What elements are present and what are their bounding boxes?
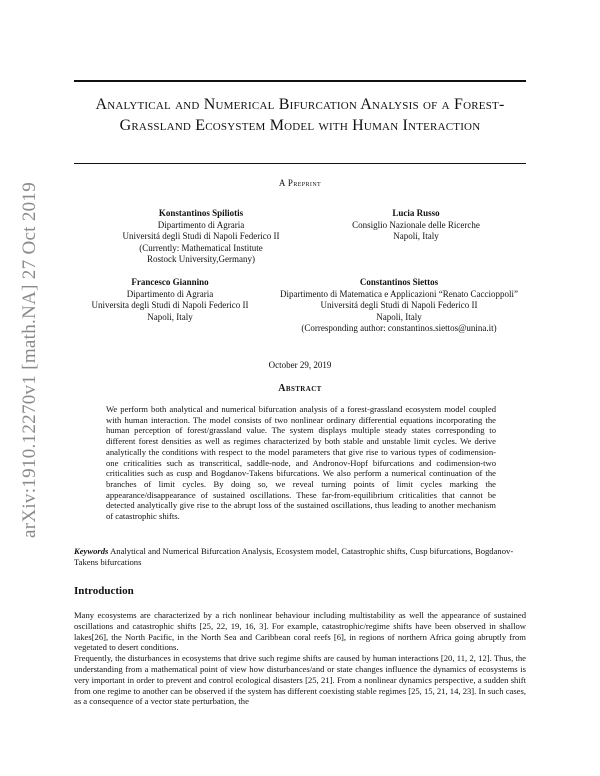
author-affiliation: Universitá degli Studi di Napoli Federico II bbox=[320, 300, 478, 310]
author-block bbox=[316, 208, 516, 243]
keywords-label: Keywords bbox=[74, 546, 109, 556]
author-block bbox=[60, 277, 280, 323]
paper-title: Analytical and Numerical Bifurcation Analysis of a Forest-Grassland Ecosystem Model with Human Interaction bbox=[95, 96, 505, 134]
abstract-heading: Abstract bbox=[278, 383, 322, 394]
title-rule-top bbox=[74, 80, 526, 82]
author-affiliation: Dipartimento di Agraria bbox=[126, 288, 214, 299]
author-affiliation: Dipartimento di Agraria bbox=[157, 219, 245, 230]
section-heading: Introduction bbox=[74, 585, 134, 597]
introduction-body bbox=[74, 610, 526, 707]
author-affiliation: Napoli, Italy bbox=[376, 311, 422, 322]
title-rule-bottom bbox=[74, 163, 526, 164]
preprint-label: A Preprint bbox=[278, 178, 322, 188]
author-affiliation: Consiglio Nazionale delle Ricerche bbox=[352, 219, 480, 230]
author-name: Francesco Giannino bbox=[131, 277, 209, 287]
keywords bbox=[74, 546, 526, 567]
paper-date: October 29, 2019 bbox=[268, 360, 332, 370]
author-name: Konstantinos Spiliotis bbox=[158, 208, 244, 218]
author-block bbox=[86, 208, 316, 266]
paragraph: Many ecosystems are characterized by a rich nonlinear behaviour including multistability as well the appearance of sustained oscillations and catastrophic shifts [25, 22, 19, 16, 3]. For example, catastrophic/regime shifts have been observed in shallow lakes[26], the North Pacific, in the North Sea and Caribbean coral reefs [6], in regions of northern Africa going abruptly from vegetated to desert conditions. bbox=[74, 610, 526, 653]
author-block bbox=[254, 277, 544, 335]
author-affiliation: Napoli, Italy bbox=[393, 231, 439, 241]
author-name: Lucia Russo bbox=[392, 208, 440, 218]
author-affiliation: (Currently: Mathematical Institute bbox=[139, 242, 263, 253]
paragraph: Frequently, the disturbances in ecosystems that drive such regime shifts are caused by human interactions [20, 11, 2, 12]. Thus, the understanding from a mathematical point of view how disturbances/and or state changes influence the dynamics of ecosystems is very important in order to prevent and control ecological disasters [25, 21]. From a nonlinear dynamics perspective, a sudden shift from one regime to another can be observed if the system has different coexisting stable regimes [25, 15, 21, 14, 23]. In such cases, as a consequence of a vector state perturbation, the bbox=[74, 653, 526, 707]
author-affiliation: Universita degli Studi di Napoli Federico II bbox=[91, 300, 249, 310]
author-affiliation: Napoli, Italy bbox=[147, 311, 193, 322]
author-affiliation: Rostock University,Germany) bbox=[147, 254, 255, 264]
author-affiliation: Universitá degli Studi di Napoli Federico II bbox=[122, 231, 280, 241]
arxiv-stamp-text: arXiv:1910.12270v1 [math.NA] 27 Oct 2019 bbox=[19, 181, 40, 539]
author-affiliation: Dipartimento di Matematica e Applicazioni “Renato Caccioppoli” bbox=[280, 288, 518, 299]
author-name: Constantinos Siettos bbox=[359, 277, 439, 287]
abstract-text: We perform both analytical and numerical bifurcation analysis of a forest-grassland ecosystem model coupled with human interaction. The model consists of two nonlinear ordinary differential equations incorporating the human perception of forest/grassland value. The system displays multiple steady states corresponding to different forest densities as well as regimes characterized by both stable and unstable limit cycles. We derive analytically the conditions with respect to the model parameters that give rise to various types of codimension-one criticalities such as transcritical, saddle-node, and Andronov-Hopf bifurcations and codimension-two criticalities such as cusp and Bogdanov-Takens bifurcations. We also perform a numerical continuation of the branches of limit cycles. By doing so, we reveal turning points of limit cycles marking the appearance/disappearance of sustained oscillations. These far-from-equilibrium criticalities that cannot be detected analytically give rise to the abrupt loss of the sustained oscillations, thus leading to another mechanism of catastrophic shifts. bbox=[106, 404, 496, 522]
keywords-text: Analytical and Numerical Bifurcation Analysis, Ecosystem model, Catastrophic shifts, Cusp bifurcations, Bogdanov-Takens bifurcations bbox=[74, 546, 514, 567]
author-affiliation: (Corresponding author: constantinos.siettos@unina.it) bbox=[301, 323, 497, 333]
